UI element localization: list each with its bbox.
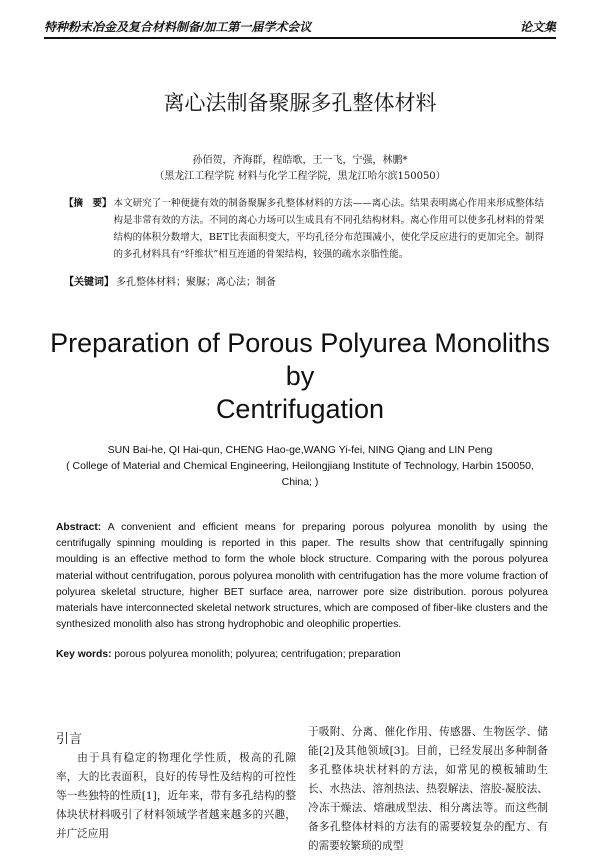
abstract-cn-text: 本文研究了一种便捷有效的制备聚脲多孔整体材料的方法——离心法。结果表明离心作用来形成整体结构是非常有效的方法。不同的离心力场可以生成具有不同孔结构材料。离心作用可以使多孔材料的骨架结构的体积分数增大，BET比表面积变大，平均孔径分布范围减小，使化学反应进行的更加完全。制得的多孔材料具有“纤维状”相互连通的骨架结构，较强的疏水亲脂性能。 (113, 198, 544, 260)
title-en-line2: Centrifugation (215, 394, 385, 424)
intro-left-column: 由于具有稳定的物理化学性质，极高的孔隙率，大的比表面积，良好的传导性及结构的可控性等一些独特的性质[1]，近年来，带有多孔结构的整体块状材料吸引了材料领域学者越来越多的兴趣，并广泛应用 (56, 752, 296, 841)
abstract-en-text: A convenient and efficient means for preparing porous polyurea monolith by using the centrifugally spinning moulding is reported in this paper. The results show that centrifugally spinning moulding is an effective method to form the whole block structure. Comparing with the porous polyurea material without centrifugation, porous polyurea monolith with centrifugation has the more volume fraction of polyurea skeletal structure, higher BET surface area, narrower pore size distribution. porous polyurea materials have interconnected skeletal network structures, which are composed of fiber-like clusters and the synthesized monolith also has strong hydrophobic and oleophilic properties. (56, 522, 548, 631)
intro-right (308, 723, 548, 856)
keywords-en (56, 647, 548, 663)
affiliation-cn: （黑龙江工程学院 材料与化学工程学院，黑龙江哈尔滨150050） (154, 171, 446, 182)
journal-header: 特种粉末冶金及复合材料制备/加工第一届学术会议 (44, 20, 312, 34)
abstract-cn-section (64, 195, 544, 291)
keywords-cn-text: 多孔整体材料；聚脲；离心法；制备 (116, 277, 276, 288)
keywords-cn (64, 275, 544, 291)
intro-left (56, 723, 296, 856)
abstract-cn (64, 195, 544, 263)
title-en-line1: Preparation of Porous Polyurea Monoliths by (50, 328, 550, 391)
affiliation-en-line1: ( College of Material and Chemical Engineering, Heilongjiang Institute of Technology, Harbin 150050, (66, 460, 534, 472)
keywords-cn-label: 【关键词】 (64, 277, 114, 288)
abstract-en (56, 520, 548, 633)
abstract-en-label: Abstract: (56, 522, 102, 533)
title-en (44, 327, 556, 426)
keywords-en-text: porous polyurea monolith; polyurea; centrifugation; preparation (111, 649, 401, 661)
title-cn: 离心法制备聚脲多孔整体材料 (163, 92, 437, 115)
section-header: 论文集 (519, 20, 556, 34)
intro-columns (56, 723, 548, 856)
running-header (44, 19, 556, 39)
authors-en: SUN Bai-he, QI Hai-qun, CHENG Hao-ge,WANG Yi-fei, NING Qiang and LIN Peng (107, 444, 493, 456)
intro-heading: 引言 (56, 732, 83, 748)
affiliation-en-line2: China; ) (281, 476, 319, 488)
keywords-en-label: Key words: (56, 649, 112, 661)
intro-right-column: 于吸附、分离、催化作用、传感器、生物医学、储能[2]及其他领域[3]。目前，已经发展出多种制备多孔整体块状材料的方法，如常见的模板辅助生长、水热法、溶剂热法、热裂解法、溶胶-凝胶法、冷冻干燥法、熔融成型法、相分离法等。而这些制备多孔整体材料的方法有的需要较复杂的配方、有的需要较繁琐的成型 (308, 726, 548, 853)
authors-cn: 孙佰贺，齐海群，程皓歌，王一飞，宁强，林鹏* (192, 155, 408, 166)
abstract-cn-label: 【摘 要】 (64, 198, 112, 209)
